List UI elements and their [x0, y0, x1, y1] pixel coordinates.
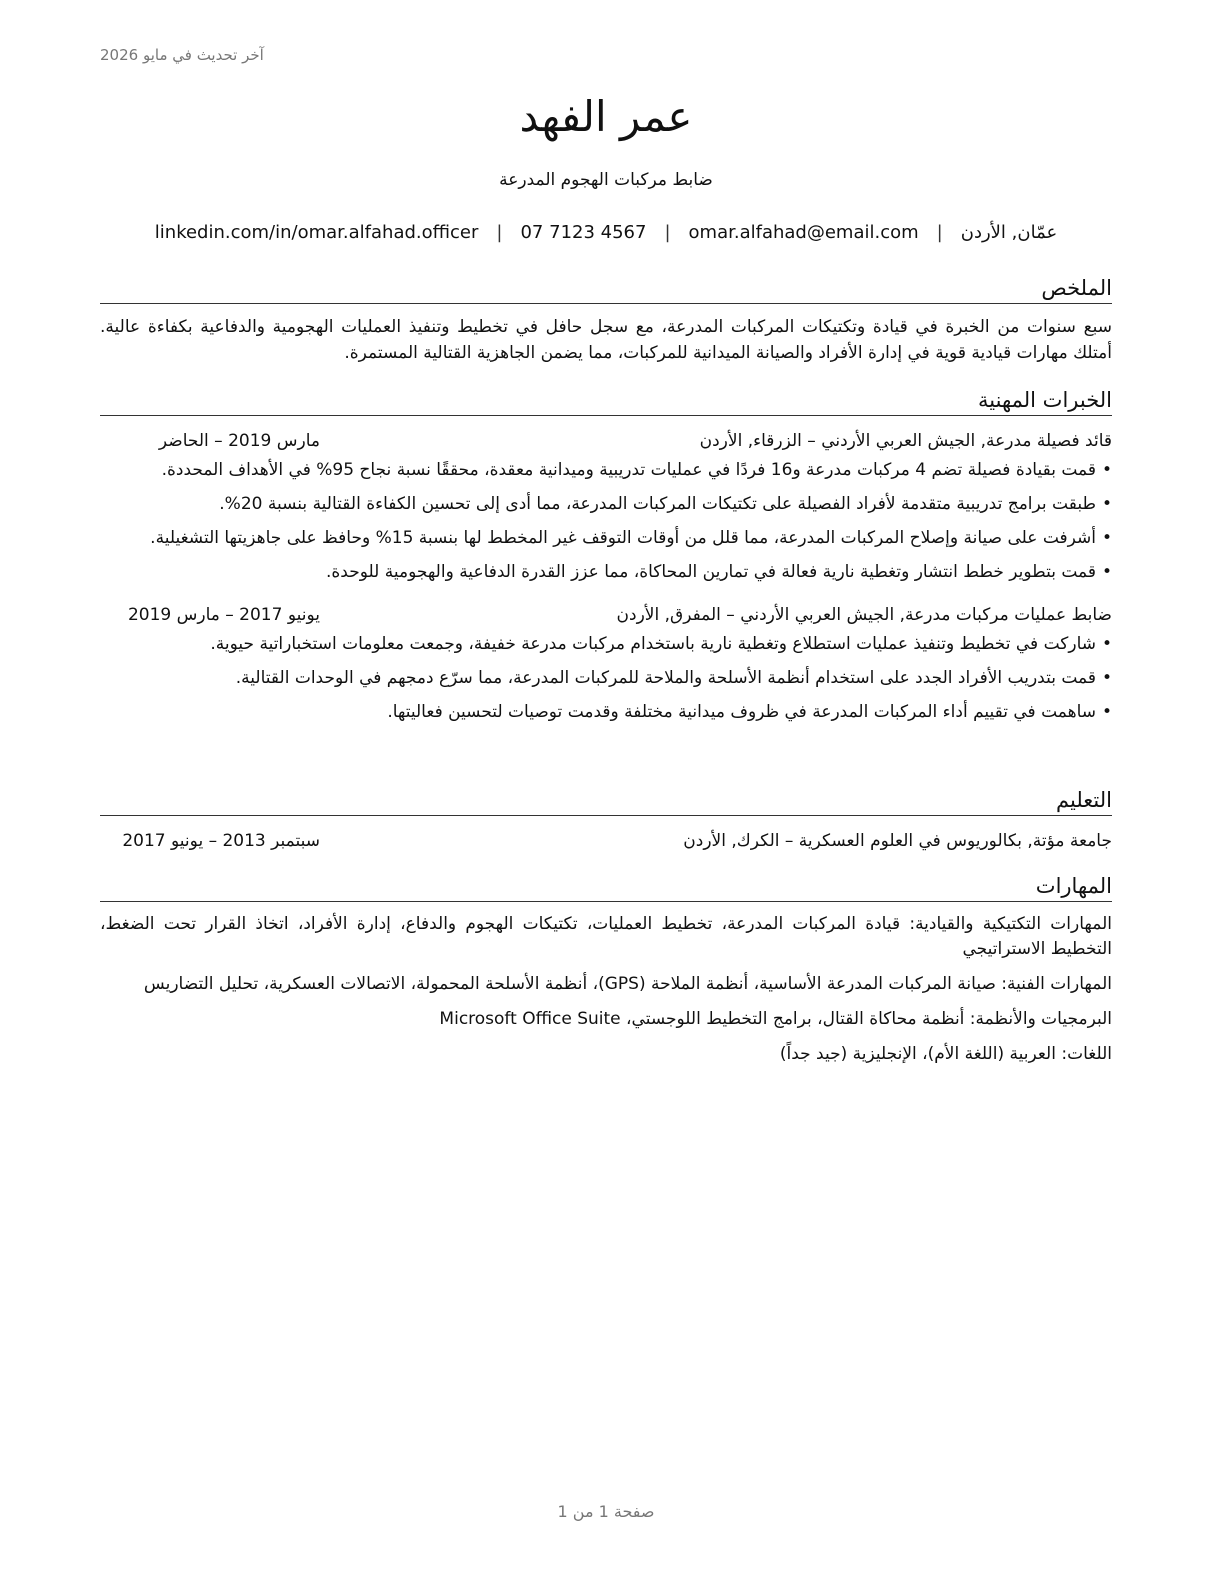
job-header: [100, 428, 1112, 454]
education-section: [100, 788, 1112, 854]
job-dates: يونيو 2017 – مارس 2019: [127, 605, 320, 626]
education-heading: التعليم: [100, 788, 1112, 816]
skills-heading: المهارات: [100, 874, 1112, 902]
job-bullet: • قمت بتطوير خطط انتشار وتغطية نارية فعالة في تمارين المحاكاة، مما عزز القدرة الدفاعية والهجومية للوحدة.: [100, 560, 1112, 584]
skills-section: [100, 874, 1112, 1067]
contact-email[interactable]: omar.alfahad@email.com: [688, 222, 919, 243]
candidate-title: ضابط مركبات الهجوم المدرعة: [499, 170, 713, 190]
contact-linkedin[interactable]: linkedin.com/in/omar.alfahad.officer: [154, 222, 479, 243]
job-bullets: [100, 458, 1112, 584]
skill-line: اللغات: العربية (اللغة الأم)، الإنجليزية (جيد جداً): [779, 1044, 1112, 1065]
skill-line: المهارات التكتيكية والقيادية: قيادة المركبات المدرعة، تخطيط العمليات، تكتيكات الهجوم والدفاع، إدارة الأفراد، اتخاذ القرار تحت الضغط، التخطيط الاستراتيجي: [100, 914, 1112, 960]
resume-page: [100, 0, 1112, 1584]
job-title: قائد فصيلة مدرعة, الجيش العربي الأردني – الزرقاء, الأردن: [699, 431, 1112, 452]
job-bullets: [100, 632, 1112, 724]
contact-separator: |: [496, 222, 503, 243]
contact-location: عمّان, الأردن: [960, 222, 1058, 243]
job-title: ضابط عمليات مركبات مدرعة, الجيش العربي الأردني – المفرق, الأردن: [616, 605, 1112, 626]
contact-separator: |: [936, 222, 943, 243]
contact-phone[interactable]: 07 7123 4567: [520, 222, 647, 243]
job-entry: [100, 602, 1112, 724]
summary-heading: الملخص: [100, 276, 1112, 304]
job-bullet: • ساهمت في تقييم أداء المركبات المدرعة في ظروف ميدانية مختلفة وقدمت توصيات لتحسين فعاليتها.: [100, 700, 1112, 724]
job-header: [100, 602, 1112, 628]
job-entry: [100, 428, 1112, 584]
summary-text: سبع سنوات من الخبرة في قيادة وتكتيكات المركبات المدرعة، مع سجل حافل في تخطيط وتنفيذ العمليات الهجومية والدفاعية بكفاءة عالية. أمتلك مهارات قيادية قوية في إدارة الأفراد والصيانة الميدانية للمركبات، مما يضمن الجاهزية القتالية المستمرة.: [100, 317, 1112, 364]
experience-section: [100, 388, 1112, 734]
page-number: صفحة 1 من 1: [557, 1502, 655, 1521]
experience-heading: الخبرات المهنية: [100, 388, 1112, 416]
last-updated-note: آخر تحديث في مايو 2026: [100, 46, 264, 64]
job-bullet: • أشرفت على صيانة وإصلاح المركبات المدرعة، مما قلل من أوقات التوقف غير المخطط لها بنسبة 15% وحافظ على جاهزيتها التشغيلية.: [100, 526, 1112, 550]
education-dates: سبتمبر 2013 – يونيو 2017: [122, 831, 320, 852]
job-bullet: • طبقت برامج تدريبية متقدمة لأفراد الفصيلة على تكتيكات المركبات المدرعة، مما أدى إلى تحسين الكفاءة القتالية بنسبة 20%.: [100, 492, 1112, 516]
skill-line: المهارات الفنية: صيانة المركبات المدرعة الأساسية، أنظمة الملاحة (GPS)، أنظمة الأسلحة المحمولة، الاتصالات العسكرية، تحليل التضاريس: [143, 974, 1112, 995]
job-bullet: • شاركت في تخطيط وتنفيذ عمليات استطلاع وتغطية نارية باستخدام مركبات مدرعة خفيفة، وجمعت معلومات استخباراتية حيوية.: [100, 632, 1112, 656]
job-bullet: • قمت بتدريب الأفراد الجدد على استخدام أنظمة الأسلحة والملاحة للمركبات المدرعة، مما سرّع دمجهم في الوحدات القتالية.: [100, 666, 1112, 690]
education-entry: [100, 828, 1112, 854]
job-dates: مارس 2019 – الحاضر: [158, 431, 320, 452]
candidate-name: عمر الفهد: [519, 92, 693, 141]
contact-separator: |: [664, 222, 671, 243]
education-title: جامعة مؤتة, بكالوريوس في العلوم العسكرية – الكرك, الأردن: [683, 831, 1112, 852]
contact-line: [100, 222, 1112, 243]
job-bullet: • قمت بقيادة فصيلة تضم 4 مركبات مدرعة و16 فردًا في عمليات تدريبية وميدانية معقدة، محققًا نسبة نجاح 95% في الأهداف المحددة.: [100, 458, 1112, 482]
summary-section: [100, 276, 1112, 366]
skill-line: البرمجيات والأنظمة: أنظمة محاكاة القتال، برامج التخطيط اللوجستي، Microsoft Office Suite: [439, 1009, 1112, 1030]
